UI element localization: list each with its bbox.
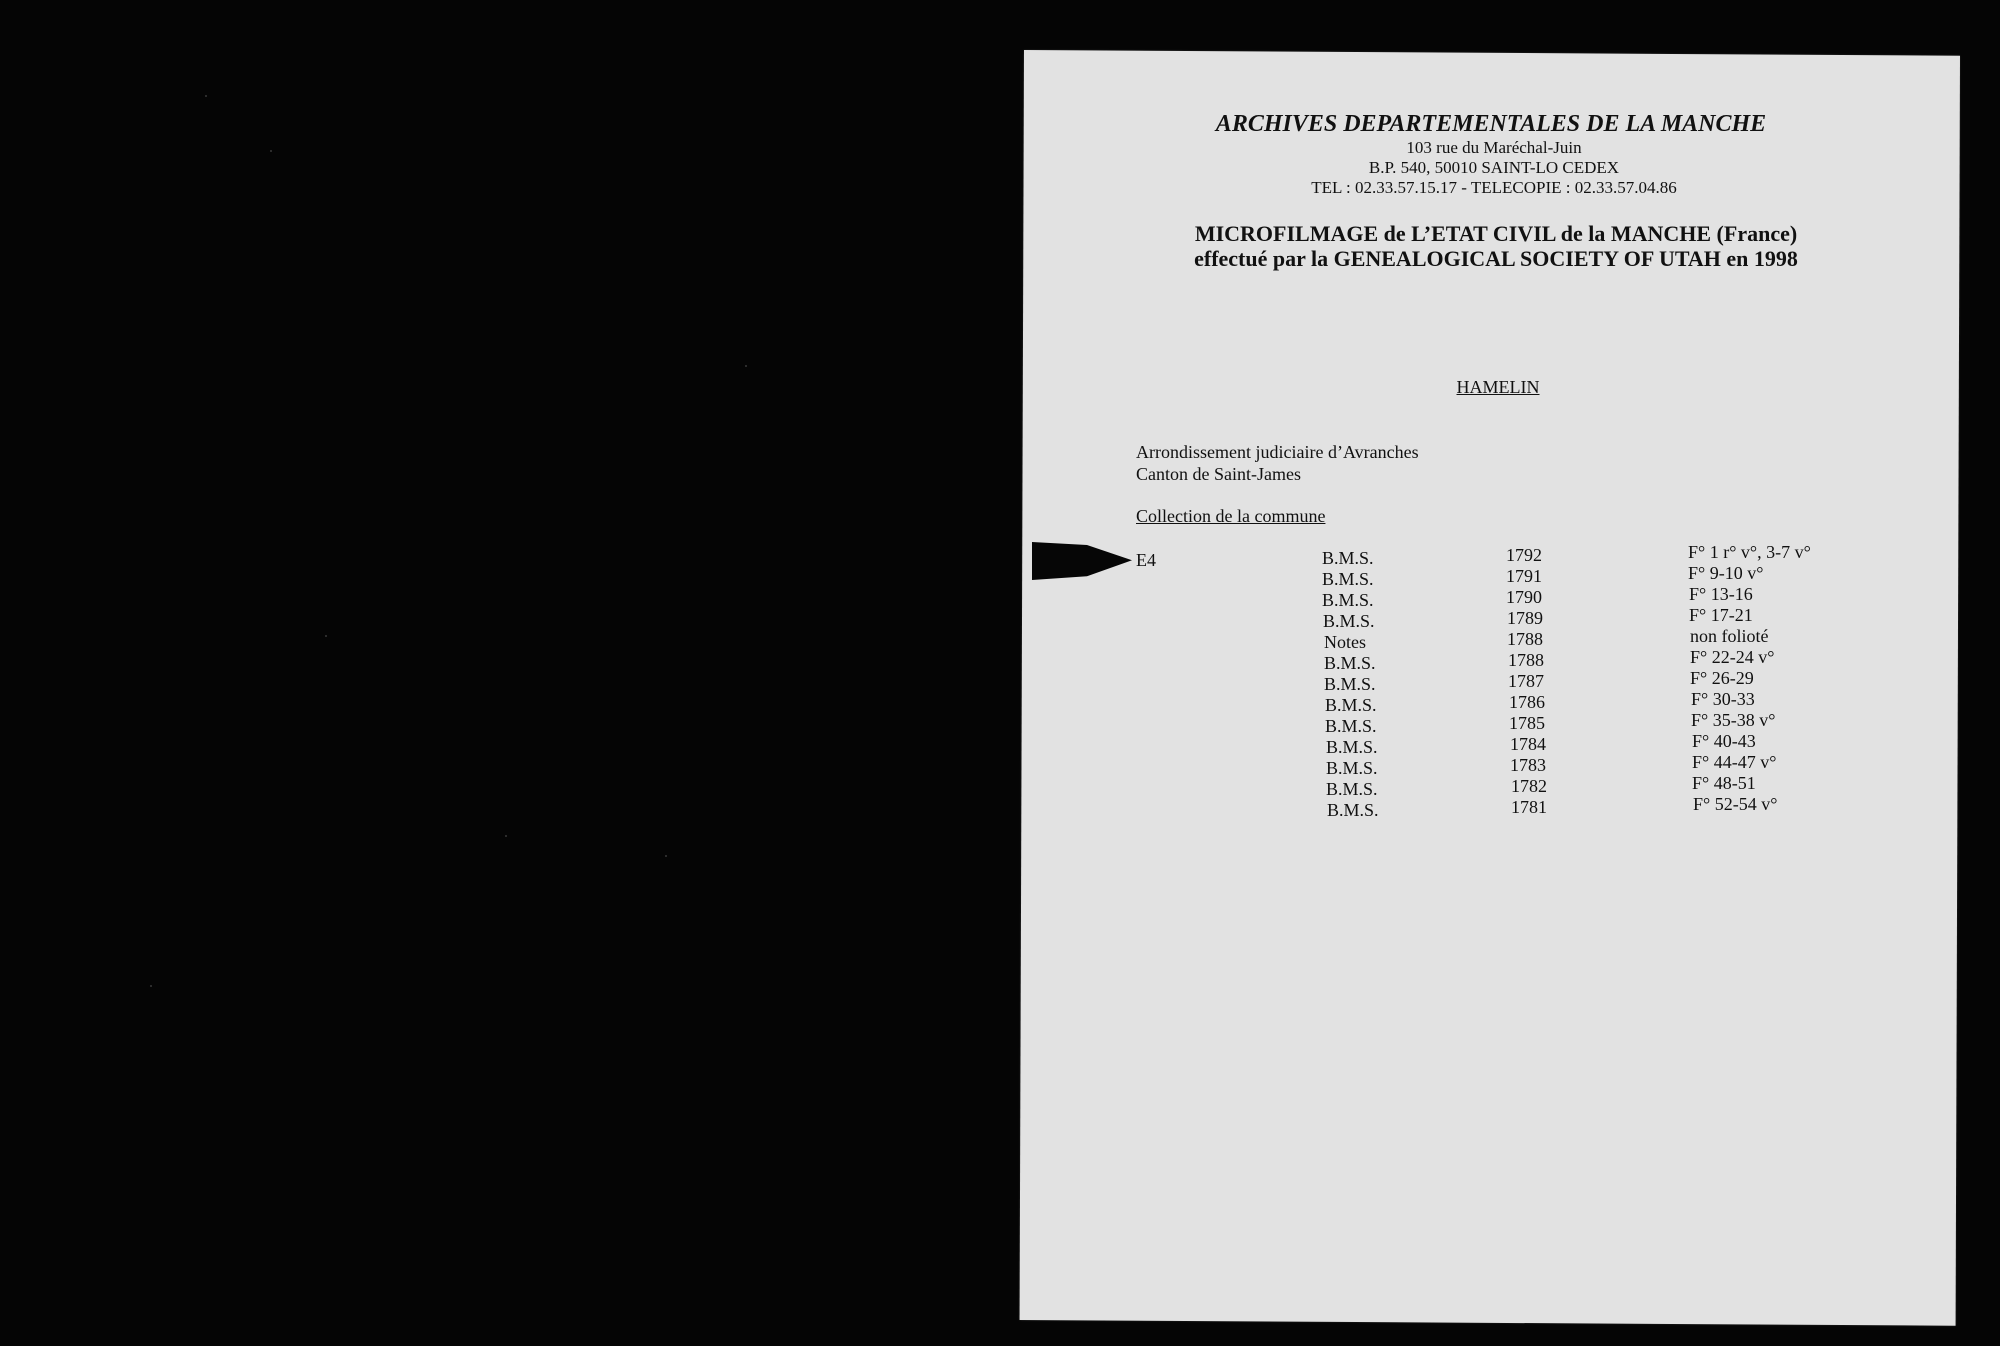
dust-speck	[745, 365, 747, 367]
row-type: B.M.S.	[1324, 653, 1376, 673]
row-folio: F° 52-54 v°	[1693, 794, 1778, 814]
row-folio: non folioté	[1690, 626, 1769, 646]
row-folio: F° 9-10 v°	[1688, 563, 1764, 583]
dust-speck	[205, 95, 207, 97]
commune-title: HAMELIN	[1456, 377, 1540, 397]
row-type: B.M.S.	[1322, 548, 1374, 568]
row-type: B.M.S.	[1326, 737, 1378, 757]
row-folio: F° 44-47 v°	[1692, 752, 1777, 772]
row-year: 1781	[1511, 797, 1547, 817]
canton-line: Canton de Saint-James	[1136, 464, 1301, 484]
row-folio: F° 40-43	[1692, 731, 1756, 751]
register-code: E4	[1136, 550, 1156, 570]
row-folio: F° 26-29	[1690, 668, 1754, 688]
row-year: 1792	[1506, 545, 1542, 565]
project-title-line1: MICROFILMAGE de L’ETAT CIVIL de la MANCHE (France)	[1194, 221, 1798, 246]
row-type: B.M.S.	[1322, 569, 1374, 589]
arrondissement-line: Arrondissement judiciaire d’Avranches	[1136, 442, 1419, 462]
row-type: B.M.S.	[1322, 590, 1374, 610]
row-folio: F° 13-16	[1689, 584, 1753, 604]
row-type: B.M.S.	[1326, 758, 1378, 778]
row-year: 1784	[1510, 734, 1546, 754]
row-type: B.M.S.	[1325, 695, 1377, 715]
dust-speck	[150, 985, 152, 987]
row-folio: F° 1 r° v°, 3-7 v°	[1688, 542, 1811, 562]
row-folio: F° 17-21	[1689, 605, 1753, 625]
row-type: B.M.S.	[1327, 800, 1379, 820]
row-year: 1787	[1508, 671, 1544, 691]
row-year: 1789	[1507, 608, 1543, 628]
row-type: B.M.S.	[1324, 674, 1376, 694]
row-folio: F° 35-38 v°	[1691, 710, 1776, 730]
row-year: 1791	[1506, 566, 1542, 586]
row-year: 1788	[1508, 650, 1544, 670]
row-type: B.M.S.	[1326, 779, 1378, 799]
row-type: B.M.S.	[1323, 611, 1375, 631]
project-title-line2: effectué par la GENEALOGICAL SOCIETY OF UTAH en 1998	[1194, 246, 1798, 271]
row-folio: F° 48-51	[1692, 773, 1756, 793]
dust-speck	[325, 635, 327, 637]
row-folio: F° 30-33	[1691, 689, 1755, 709]
collection-title: Collection de la commune	[1136, 506, 1326, 526]
address-phone: TEL : 02.33.57.15.17 - TELECOPIE : 02.33.57.04.86	[1311, 178, 1677, 197]
row-year: 1782	[1511, 776, 1547, 796]
dust-speck	[270, 150, 272, 152]
address-postal: B.P. 540, 50010 SAINT-LO CEDEX	[1368, 158, 1620, 177]
row-type: Notes	[1324, 632, 1366, 652]
row-year: 1785	[1509, 713, 1545, 733]
row-year: 1783	[1510, 755, 1546, 775]
row-year: 1786	[1509, 692, 1545, 712]
row-type: B.M.S.	[1325, 716, 1377, 736]
institution-name: ARCHIVES DEPARTEMENTALES DE LA MANCHE	[1215, 111, 1767, 137]
dust-speck	[665, 855, 667, 857]
row-folio: F° 22-24 v°	[1690, 647, 1775, 667]
row-year: 1788	[1507, 629, 1543, 649]
address-street: 103 rue du Maréchal-Juin	[1406, 138, 1582, 157]
dust-speck	[505, 835, 507, 837]
row-year: 1790	[1506, 587, 1542, 607]
